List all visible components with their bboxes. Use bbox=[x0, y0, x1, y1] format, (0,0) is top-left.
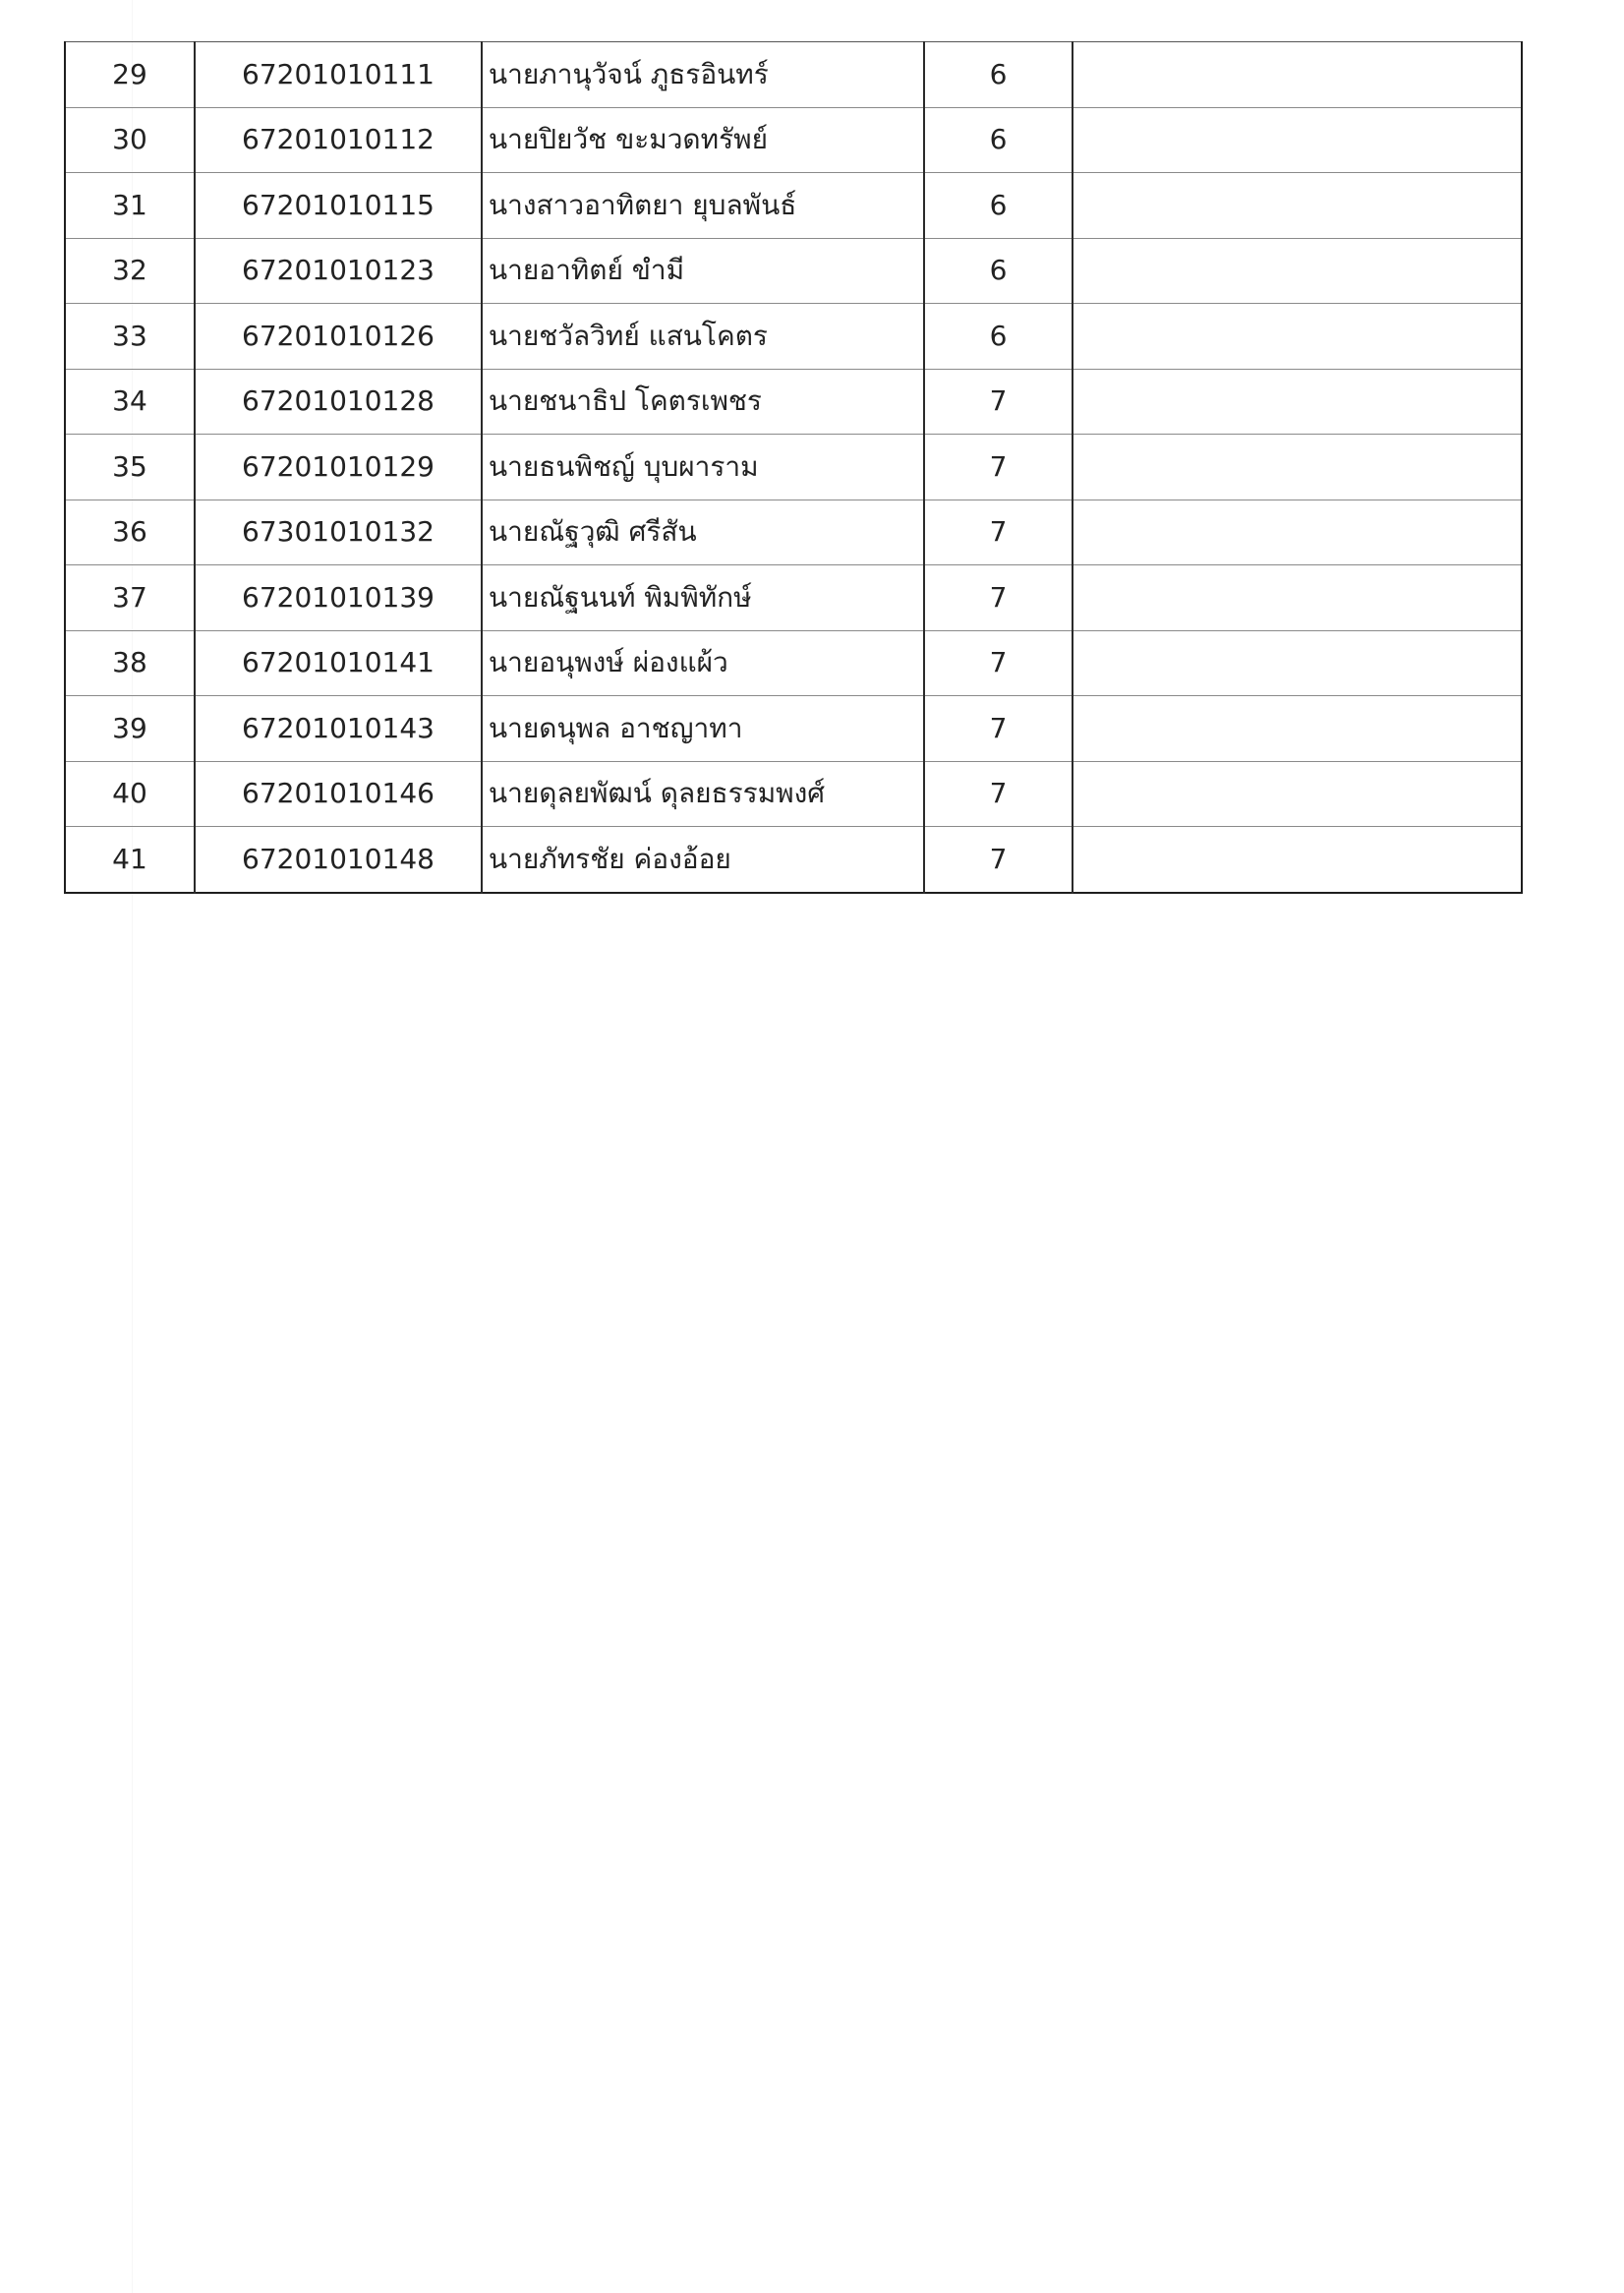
table-row bbox=[65, 761, 1522, 827]
student-id: 67201010146 bbox=[195, 761, 482, 827]
student-name: นายดุลยพัฒน์ ดุลยธรรมพงศ์ bbox=[482, 761, 924, 827]
group-number: 7 bbox=[924, 827, 1073, 893]
student-id: 67201010129 bbox=[195, 435, 482, 500]
table-row bbox=[65, 565, 1522, 631]
student-name: นายณัฐนนท์ พิมพิทักษ์ bbox=[482, 565, 924, 631]
group-number: 7 bbox=[924, 696, 1073, 762]
row-number: 35 bbox=[65, 435, 195, 500]
group-number: 6 bbox=[924, 173, 1073, 239]
note-cell bbox=[1073, 630, 1522, 696]
student-id: 67201010148 bbox=[195, 827, 482, 893]
table-row bbox=[65, 238, 1522, 304]
row-number: 41 bbox=[65, 827, 195, 893]
student-id: 67201010139 bbox=[195, 565, 482, 631]
note-cell bbox=[1073, 369, 1522, 435]
student-id: 67201010123 bbox=[195, 238, 482, 304]
student-name: นายภานุวัจน์ ภูธรอินทร์ bbox=[482, 42, 924, 108]
student-name: นายปิยวัช ขะมวดทรัพย์ bbox=[482, 107, 924, 173]
table-row bbox=[65, 435, 1522, 500]
group-number: 7 bbox=[924, 500, 1073, 565]
student-id: 67301010132 bbox=[195, 500, 482, 565]
table-row bbox=[65, 369, 1522, 435]
student-name: นายอาทิตย์ ขำมี bbox=[482, 238, 924, 304]
student-name: นายภัทรชัย ค่องอ้อย bbox=[482, 827, 924, 893]
student-name: นายดนุพล อาชญาทา bbox=[482, 696, 924, 762]
note-cell bbox=[1073, 435, 1522, 500]
group-number: 7 bbox=[924, 630, 1073, 696]
student-id: 67201010128 bbox=[195, 369, 482, 435]
table-row bbox=[65, 630, 1522, 696]
student-name: นายชวัลวิทย์ แสนโคตร bbox=[482, 304, 924, 370]
note-cell bbox=[1073, 304, 1522, 370]
table-row bbox=[65, 696, 1522, 762]
table-row bbox=[65, 827, 1522, 893]
row-number: 30 bbox=[65, 107, 195, 173]
row-number: 37 bbox=[65, 565, 195, 631]
roster-body bbox=[65, 42, 1522, 893]
student-name: นายชนาธิป โคตรเพชร bbox=[482, 369, 924, 435]
row-number: 40 bbox=[65, 761, 195, 827]
student-roster-table bbox=[64, 41, 1523, 894]
student-name: นายณัฐวุฒิ ศรีสัน bbox=[482, 500, 924, 565]
note-cell bbox=[1073, 107, 1522, 173]
group-number: 6 bbox=[924, 42, 1073, 108]
student-id: 67201010126 bbox=[195, 304, 482, 370]
table-row bbox=[65, 173, 1522, 239]
row-number: 32 bbox=[65, 238, 195, 304]
student-name: นางสาวอาทิตยา ยุบลพันธ์ bbox=[482, 173, 924, 239]
note-cell bbox=[1073, 42, 1522, 108]
table-row bbox=[65, 304, 1522, 370]
student-name: นายอนุพงษ์ ผ่องแผ้ว bbox=[482, 630, 924, 696]
student-id: 67201010143 bbox=[195, 696, 482, 762]
note-cell bbox=[1073, 238, 1522, 304]
table-row bbox=[65, 42, 1522, 108]
note-cell bbox=[1073, 500, 1522, 565]
group-number: 6 bbox=[924, 107, 1073, 173]
note-cell bbox=[1073, 565, 1522, 631]
student-id: 67201010111 bbox=[195, 42, 482, 108]
row-number: 38 bbox=[65, 630, 195, 696]
student-name: นายธนพิชญ์ บุบผาราม bbox=[482, 435, 924, 500]
table-row bbox=[65, 107, 1522, 173]
note-cell bbox=[1073, 827, 1522, 893]
group-number: 7 bbox=[924, 761, 1073, 827]
row-number: 39 bbox=[65, 696, 195, 762]
row-number: 31 bbox=[65, 173, 195, 239]
table-row bbox=[65, 500, 1522, 565]
group-number: 7 bbox=[924, 369, 1073, 435]
row-number: 33 bbox=[65, 304, 195, 370]
row-number: 29 bbox=[65, 42, 195, 108]
student-id: 67201010112 bbox=[195, 107, 482, 173]
student-id: 67201010115 bbox=[195, 173, 482, 239]
student-id: 67201010141 bbox=[195, 630, 482, 696]
group-number: 6 bbox=[924, 238, 1073, 304]
note-cell bbox=[1073, 696, 1522, 762]
note-cell bbox=[1073, 173, 1522, 239]
note-cell bbox=[1073, 761, 1522, 827]
group-number: 7 bbox=[924, 565, 1073, 631]
group-number: 6 bbox=[924, 304, 1073, 370]
group-number: 7 bbox=[924, 435, 1073, 500]
row-number: 34 bbox=[65, 369, 195, 435]
row-number: 36 bbox=[65, 500, 195, 565]
